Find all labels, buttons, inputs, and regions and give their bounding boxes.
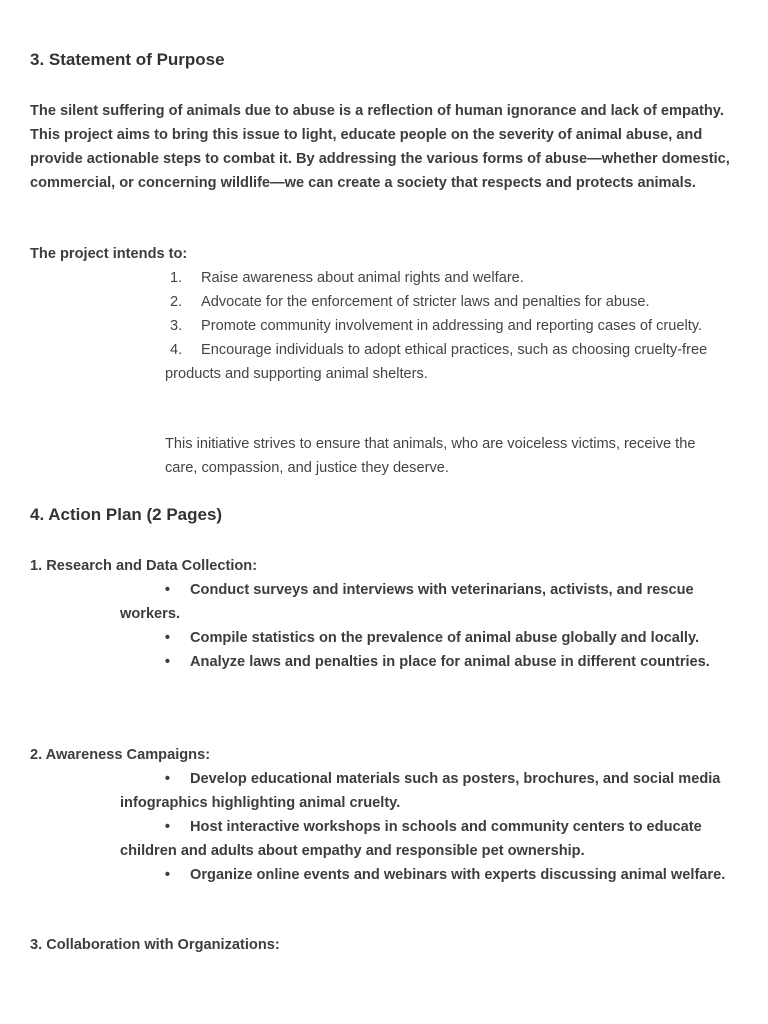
list-item-text: Analyze laws and penalties in place for animal abuse in different countries.	[190, 654, 710, 670]
goal-text: Advocate for the enforcement of stricter laws and penalties for abuse.	[201, 294, 650, 310]
list-item-text: Compile statistics on the prevalence of animal abuse globally and locally.	[190, 630, 700, 646]
list-item	[120, 650, 745, 674]
bullet-icon: •	[164, 867, 170, 883]
goal-number: 1.	[170, 270, 183, 286]
bullet-icon: •	[164, 630, 170, 646]
research-subsection-title: 1. Research and Data Collection:	[30, 558, 258, 574]
goal-text: Promote community involvement in addressing and reporting cases of cruelty.	[201, 318, 703, 334]
goal-text: Encourage individuals to adopt ethical practices, such as choosing cruelty-free products and supporting animal shelters.	[165, 342, 708, 382]
list-item-text: Organize online events and webinars with experts discussing animal welfare.	[190, 867, 726, 883]
goal-item	[165, 314, 745, 338]
list-item-text: Conduct surveys and interviews with veterinarians, activists, and rescue workers.	[120, 582, 694, 622]
purpose-intro-paragraph: The silent suffering of animals due to abuse is a reflection of human ignorance and lack of empathy. This project aims to bring this issue to light, educate people on the severity of animal abuse, and provide actionable steps to combat it. By addressing the various forms of abuse—whether domestic, commercial, or concerning wildlife—we can create a society that respects and protects animals.	[30, 103, 730, 191]
bullet-icon: •	[164, 654, 170, 670]
bullet-icon: •	[164, 582, 170, 598]
list-item	[120, 815, 745, 863]
list-item	[120, 578, 745, 626]
goal-number: 2.	[170, 294, 183, 310]
awareness-bullet-list	[120, 767, 745, 887]
goal-item	[165, 290, 745, 314]
bullet-icon: •	[164, 771, 170, 787]
action-plan-heading: 4. Action Plan (2 Pages)	[30, 505, 223, 524]
project-intends-label: The project intends to:	[30, 246, 188, 262]
collaboration-subsection-title: 3. Collaboration with Organizations:	[30, 937, 280, 953]
goal-item	[165, 266, 745, 290]
goals-list	[165, 266, 745, 386]
goal-number: 3.	[170, 318, 183, 334]
list-item	[120, 863, 745, 887]
goal-number: 4.	[170, 342, 183, 358]
research-bullet-list	[120, 578, 745, 674]
awareness-subsection-title: 2. Awareness Campaigns:	[30, 747, 211, 763]
goal-item	[165, 338, 745, 386]
bullet-icon: •	[164, 819, 170, 835]
statement-of-purpose-heading: 3. Statement of Purpose	[30, 50, 225, 69]
list-item	[120, 626, 745, 650]
list-item	[120, 767, 745, 815]
list-item-text: Host interactive workshops in schools and community centers to educate children and adults about empathy and responsible pet ownership.	[120, 819, 702, 859]
initiative-closing-paragraph: This initiative strives to ensure that animals, who are voiceless victims, receive the care, compassion, and justice they deserve.	[165, 436, 696, 476]
goal-text: Raise awareness about animal rights and welfare.	[201, 270, 524, 286]
list-item-text: Develop educational materials such as posters, brochures, and social media infographics highlighting animal cruelty.	[120, 771, 721, 811]
